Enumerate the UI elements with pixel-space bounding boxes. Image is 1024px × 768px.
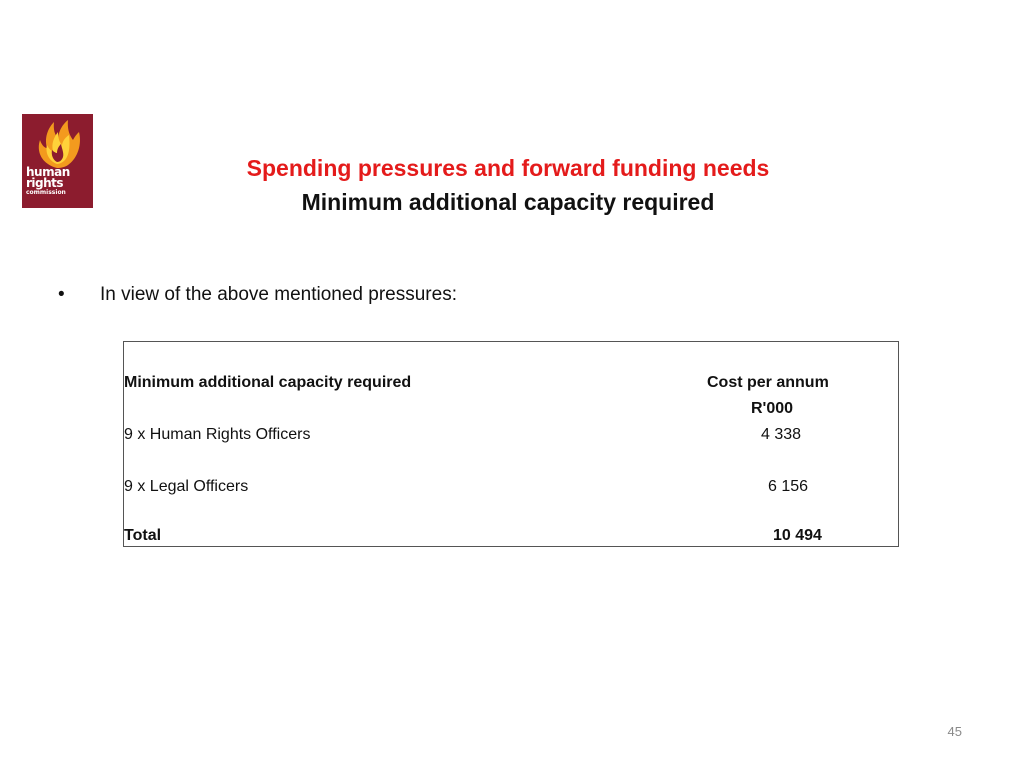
bullet-icon: • [58,284,65,305]
table-row-cost: 6 156 [768,478,809,495]
table-header-cost: Cost per annum [707,374,829,391]
table-header-item: Minimum additional capacity required [124,374,412,391]
logo-line-rights: rights [26,176,64,190]
bullet-item [58,282,457,308]
table-row-item: 9 x Legal Officers [124,478,249,495]
logo-line-commission: commission [26,189,66,196]
table-header-unit: R'000 [751,400,794,417]
slide-title-main: Spending pressures and forward funding needs [246,155,770,181]
logo-line-human: human [26,165,70,179]
slide-title-sub: Minimum additional capacity required [301,189,715,215]
capacity-table [123,341,899,547]
table-row-cost: 4 338 [761,426,802,443]
page-number: 45 [947,724,962,739]
table-row-item: 9 x Human Rights Officers [124,426,311,443]
table-total-label: Total [124,527,162,544]
table-total-cost: 10 494 [773,527,822,544]
slide-title [0,152,1016,220]
bullet-text: In view of the above mentioned pressures: [100,284,457,305]
